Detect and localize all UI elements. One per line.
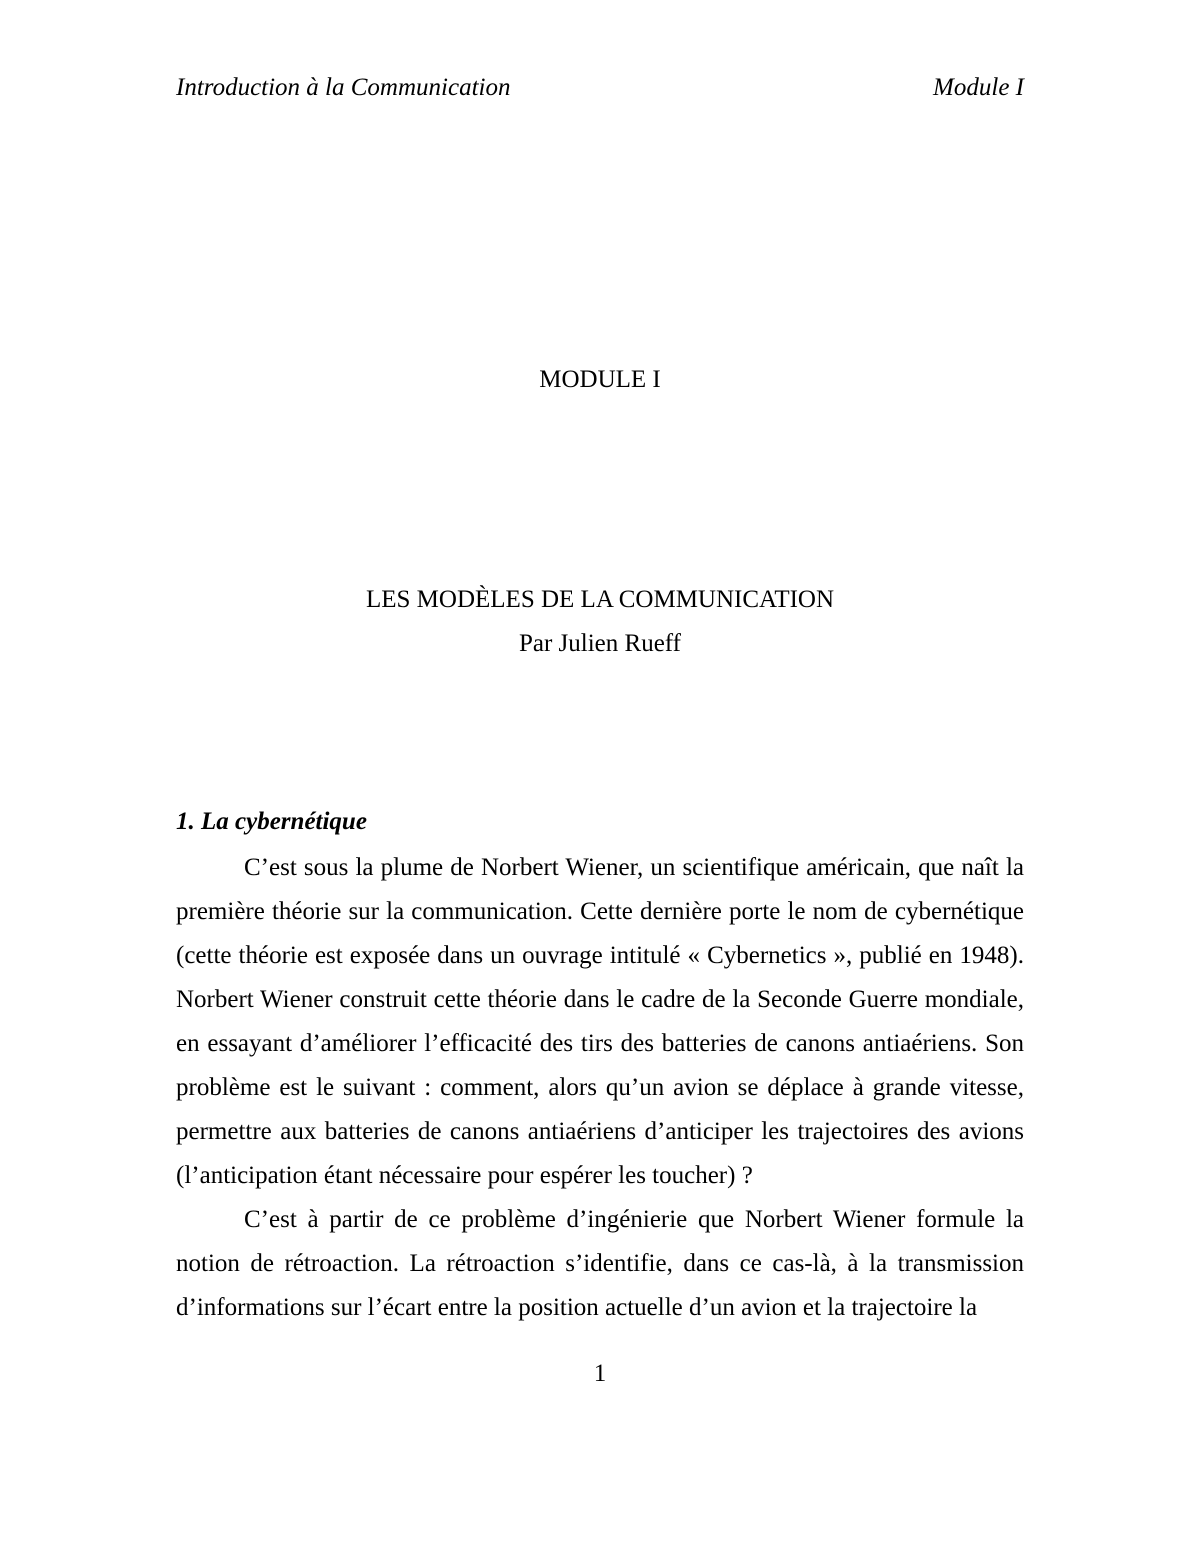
- running-header: [176, 72, 1024, 104]
- author-line: Par Julien Rueff: [518, 630, 681, 657]
- page-number: 1: [593, 1360, 607, 1387]
- document-title: LES MODÈLES DE LA COMMUNICATION: [365, 586, 835, 613]
- header-course-title: Introduction à la Communication: [176, 74, 511, 101]
- module-title: MODULE I: [539, 366, 661, 393]
- section-heading: 1. La cybernétique: [176, 808, 367, 835]
- paragraph: C’est à partir de ce problème d’ingénierie que Norbert Wiener formule la notion de rétroaction. La rétroaction s’identifie, dans ce cas-là, à la transmission d’informations sur l’écart entre la position actuelle d’un avion et la trajectoire la: [176, 1206, 1024, 1321]
- paragraph: C’est sous la plume de Norbert Wiener, un scientifique américain, que naît la première théorie sur la communication. Cette dernière porte le nom de cybernétique (cette théorie est exposée dans un ouvrage intitulé « Cybernetics », publié en 1948). Norbert Wiener construit cette théorie dans le cadre de la Seconde Guerre mondiale, en essayant d’améliorer l’efficacité des tirs des batteries de canons antiaériens. Son problème est le suivant : comment, alors qu’un avion se déplace à grande vitesse, permettre aux batteries de canons antiaériens d’anticiper les trajectoires des avions (l’anticipation étant nécessaire pour espérer les toucher) ?: [176, 854, 1024, 1189]
- header-module-label: Module I: [933, 74, 1024, 101]
- body-text: [176, 846, 1024, 1330]
